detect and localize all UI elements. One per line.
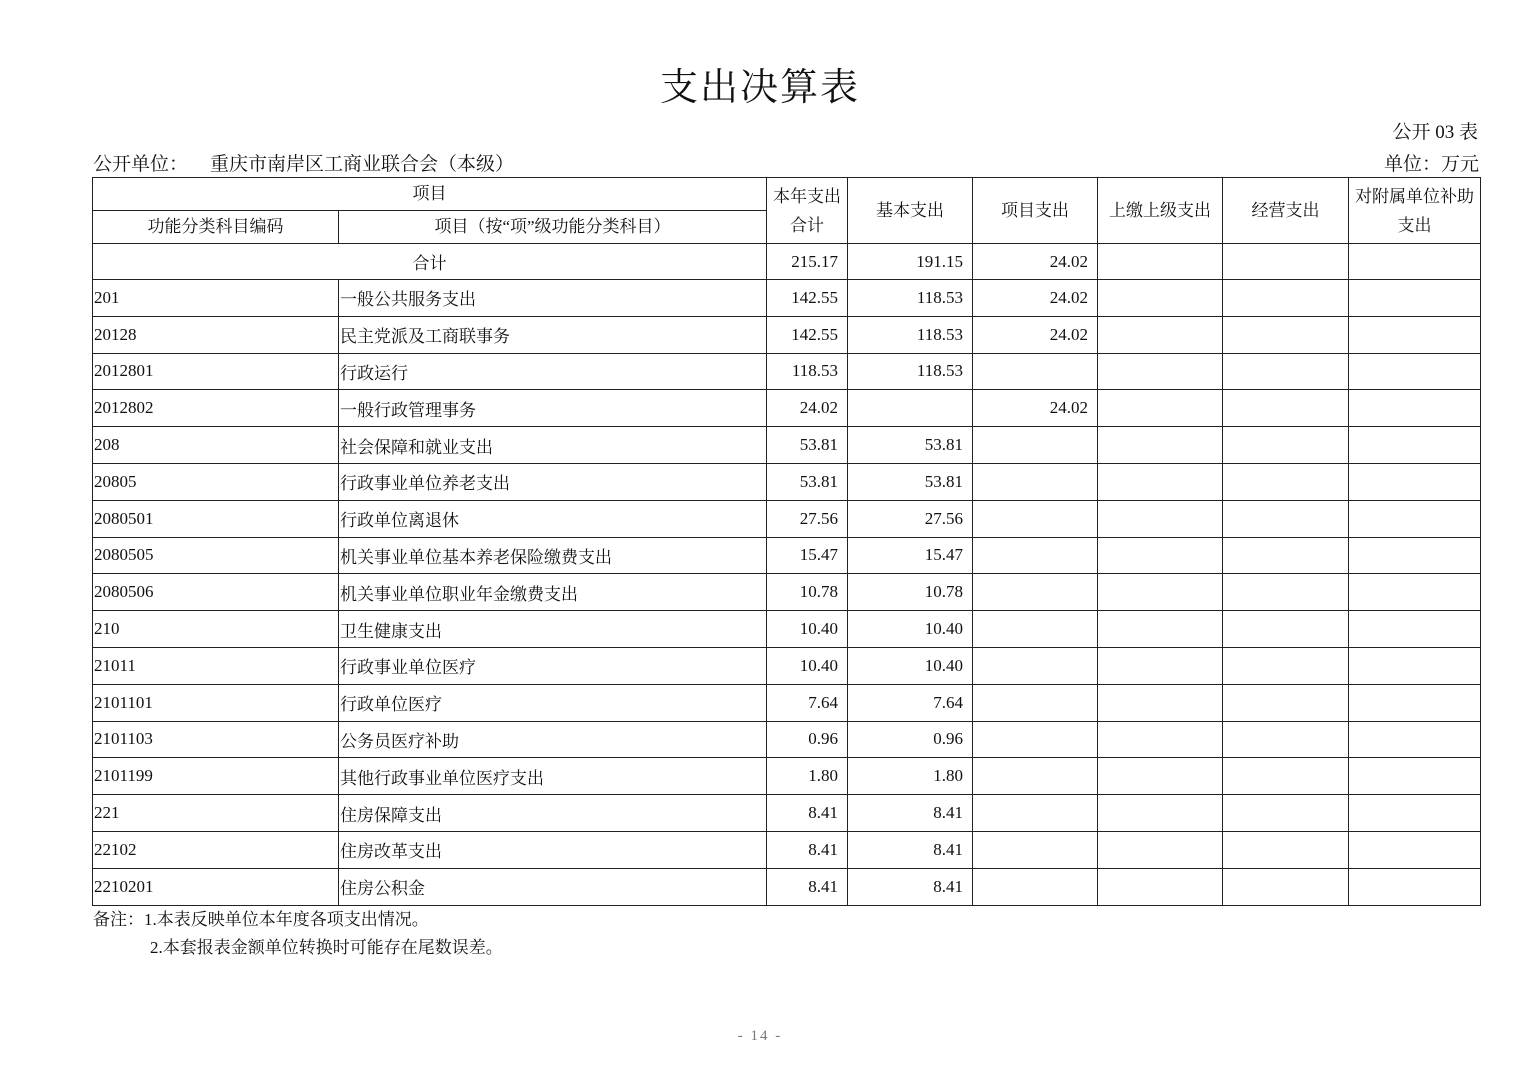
cell-basic: 8.41	[848, 795, 973, 832]
cell-total: 24.02	[767, 390, 848, 427]
cell-basic: 10.78	[848, 574, 973, 611]
cell-total: 8.41	[767, 795, 848, 832]
cell-upper-payment	[1098, 244, 1223, 280]
cell-subsidiary	[1349, 758, 1481, 795]
cell-total: 10.40	[767, 647, 848, 684]
header-project-expense: 项目支出	[973, 178, 1098, 244]
cell-code: 201	[93, 280, 339, 317]
reporting-unit	[93, 149, 514, 176]
cell-total: 8.41	[767, 831, 848, 868]
cell-business	[1223, 684, 1349, 721]
total-row	[93, 244, 1481, 280]
cell-basic: 8.41	[848, 868, 973, 905]
cell-project-expense	[973, 684, 1098, 721]
cell-code: 2210201	[93, 868, 339, 905]
cell-basic: 27.56	[848, 500, 973, 537]
cell-upper-payment	[1098, 574, 1223, 611]
header-code: 功能分类科目编码	[93, 211, 339, 244]
table-row	[93, 463, 1481, 500]
cell-project-expense: 24.02	[973, 244, 1098, 280]
cell-name: 其他行政事业单位医疗支出	[339, 758, 767, 795]
table-row	[93, 427, 1481, 464]
cell-project-expense	[973, 353, 1098, 390]
cell-total: 10.40	[767, 611, 848, 648]
cell-business	[1223, 500, 1349, 537]
table-row	[93, 647, 1481, 684]
cell-subsidiary	[1349, 427, 1481, 464]
cell-upper-payment	[1098, 721, 1223, 758]
cell-business	[1223, 647, 1349, 684]
cell-project-expense	[973, 574, 1098, 611]
table-row	[93, 500, 1481, 537]
cell-business	[1223, 537, 1349, 574]
cell-upper-payment	[1098, 647, 1223, 684]
table-row	[93, 574, 1481, 611]
cell-name: 一般行政管理事务	[339, 390, 767, 427]
cell-business	[1223, 831, 1349, 868]
cell-subsidiary	[1349, 463, 1481, 500]
header-upper-payment: 上缴上级支出	[1098, 178, 1223, 244]
cell-name: 民主党派及工商联事务	[339, 316, 767, 353]
table-row	[93, 831, 1481, 868]
cell-business	[1223, 316, 1349, 353]
cell-total: 142.55	[767, 280, 848, 317]
cell-subsidiary	[1349, 316, 1481, 353]
cell-subsidiary	[1349, 868, 1481, 905]
cell-business	[1223, 244, 1349, 280]
cell-total: 8.41	[767, 868, 848, 905]
note-line-1: 备注：1.本表反映单位本年度各项支出情况。	[93, 910, 429, 929]
cell-business	[1223, 280, 1349, 317]
cell-business	[1223, 611, 1349, 648]
cell-basic: 191.15	[848, 244, 973, 280]
cell-upper-payment	[1098, 463, 1223, 500]
cell-subsidiary	[1349, 244, 1481, 280]
cell-code: 2012801	[93, 353, 339, 390]
cell-subsidiary	[1349, 795, 1481, 832]
table-row	[93, 684, 1481, 721]
cell-business	[1223, 721, 1349, 758]
cell-upper-payment	[1098, 500, 1223, 537]
cell-upper-payment	[1098, 537, 1223, 574]
unit-label: 公开单位：	[93, 154, 189, 175]
cell-business	[1223, 574, 1349, 611]
cell-code: 2012802	[93, 390, 339, 427]
cell-basic: 0.96	[848, 721, 973, 758]
cell-name: 行政运行	[339, 353, 767, 390]
cell-name: 一般公共服务支出	[339, 280, 767, 317]
cell-total: 1.80	[767, 758, 848, 795]
table-row	[93, 795, 1481, 832]
cell-code: 2080501	[93, 500, 339, 537]
cell-name: 住房公积金	[339, 868, 767, 905]
expenditure-table	[92, 177, 1481, 906]
cell-total: 53.81	[767, 463, 848, 500]
cell-basic: 53.81	[848, 463, 973, 500]
cell-total: 10.78	[767, 574, 848, 611]
cell-code: 21011	[93, 647, 339, 684]
header-project: 项目	[93, 178, 767, 211]
cell-subsidiary	[1349, 500, 1481, 537]
cell-code: 2101101	[93, 684, 339, 721]
header-subsidiary: 对附属单位补助支出	[1349, 178, 1481, 244]
cell-name: 卫生健康支出	[339, 611, 767, 648]
cell-project-expense: 24.02	[973, 316, 1098, 353]
cell-total: 53.81	[767, 427, 848, 464]
table-row	[93, 611, 1481, 648]
table-row	[93, 280, 1481, 317]
page-number: - 14 -	[737, 1028, 783, 1044]
cell-upper-payment	[1098, 390, 1223, 427]
cell-project-expense	[973, 463, 1098, 500]
cell-project-expense	[973, 795, 1098, 832]
cell-upper-payment	[1098, 316, 1223, 353]
cell-project-expense	[973, 500, 1098, 537]
cell-basic: 118.53	[848, 280, 973, 317]
header-total: 本年支出合计	[767, 178, 848, 244]
cell-code: 208	[93, 427, 339, 464]
cell-project-expense	[973, 537, 1098, 574]
cell-subsidiary	[1349, 647, 1481, 684]
header-business: 经营支出	[1223, 178, 1349, 244]
cell-business	[1223, 353, 1349, 390]
cell-basic: 15.47	[848, 537, 973, 574]
cell-business	[1223, 463, 1349, 500]
cell-code: 20805	[93, 463, 339, 500]
cell-code: 210	[93, 611, 339, 648]
cell-name: 行政单位医疗	[339, 684, 767, 721]
cell-total: 118.53	[767, 353, 848, 390]
cell-project-expense	[973, 868, 1098, 905]
cell-name: 机关事业单位职业年金缴费支出	[339, 574, 767, 611]
cell-name: 机关事业单位基本养老保险缴费支出	[339, 537, 767, 574]
cell-total: 15.47	[767, 537, 848, 574]
cell-code: 221	[93, 795, 339, 832]
cell-basic: 10.40	[848, 647, 973, 684]
cell-subsidiary	[1349, 574, 1481, 611]
cell-total: 215.17	[767, 244, 848, 280]
cell-subsidiary	[1349, 353, 1481, 390]
table-row	[93, 537, 1481, 574]
unit-name: 重庆市南岸区工商业联合会（本级）	[210, 154, 515, 175]
cell-total: 27.56	[767, 500, 848, 537]
table-row	[93, 868, 1481, 905]
cell-project-expense	[973, 831, 1098, 868]
cell-business	[1223, 390, 1349, 427]
cell-total: 7.64	[767, 684, 848, 721]
cell-project-expense: 24.02	[973, 280, 1098, 317]
cell-code: 2101199	[93, 758, 339, 795]
cell-total: 0.96	[767, 721, 848, 758]
cell-project-expense	[973, 427, 1098, 464]
cell-basic: 8.41	[848, 831, 973, 868]
cell-business	[1223, 427, 1349, 464]
cell-subsidiary	[1349, 831, 1481, 868]
cell-basic: 118.53	[848, 353, 973, 390]
table-row	[93, 390, 1481, 427]
cell-upper-payment	[1098, 831, 1223, 868]
cell-code: 2080505	[93, 537, 339, 574]
cell-name: 社会保障和就业支出	[339, 427, 767, 464]
cell-upper-payment	[1098, 795, 1223, 832]
cell-upper-payment	[1098, 611, 1223, 648]
cell-code: 2080506	[93, 574, 339, 611]
cell-name: 行政事业单位养老支出	[339, 463, 767, 500]
cell-basic: 118.53	[848, 316, 973, 353]
cell-upper-payment	[1098, 427, 1223, 464]
cell-code: 22102	[93, 831, 339, 868]
cell-upper-payment	[1098, 868, 1223, 905]
cell-code: 2101103	[93, 721, 339, 758]
cell-project-expense	[973, 611, 1098, 648]
cell-upper-payment	[1098, 758, 1223, 795]
cell-basic: 1.80	[848, 758, 973, 795]
cell-basic: 10.40	[848, 611, 973, 648]
cell-basic: 7.64	[848, 684, 973, 721]
cell-subsidiary	[1349, 537, 1481, 574]
table-row	[93, 758, 1481, 795]
unit-info	[93, 149, 1479, 175]
money-unit: 单位：万元	[1383, 154, 1479, 175]
cell-business	[1223, 868, 1349, 905]
cell-name: 住房改革支出	[339, 831, 767, 868]
notes	[93, 906, 503, 962]
cell-name: 公务员医疗补助	[339, 721, 767, 758]
note-line-2: 2.本套报表金额单位转换时可能存在尾数误差。	[150, 938, 503, 957]
cell-subsidiary	[1349, 721, 1481, 758]
cell-name: 住房保障支出	[339, 795, 767, 832]
table-row	[93, 721, 1481, 758]
cell-total: 142.55	[767, 316, 848, 353]
cell-upper-payment	[1098, 684, 1223, 721]
table-row	[93, 353, 1481, 390]
cell-basic: 53.81	[848, 427, 973, 464]
cell-code: 20128	[93, 316, 339, 353]
cell-project-expense: 24.02	[973, 390, 1098, 427]
cell-project-expense	[973, 647, 1098, 684]
table-row	[93, 316, 1481, 353]
header-basic: 基本支出	[848, 178, 973, 244]
total-label: 合计	[93, 244, 767, 280]
cell-upper-payment	[1098, 353, 1223, 390]
header-item: 项目（按“项”级功能分类科目）	[339, 211, 767, 244]
cell-name: 行政单位离退休	[339, 500, 767, 537]
cell-subsidiary	[1349, 684, 1481, 721]
page-title: 支出决算表	[659, 67, 860, 109]
cell-upper-payment	[1098, 280, 1223, 317]
cell-subsidiary	[1349, 390, 1481, 427]
cell-subsidiary	[1349, 280, 1481, 317]
cell-name: 行政事业单位医疗	[339, 647, 767, 684]
cell-subsidiary	[1349, 611, 1481, 648]
cell-business	[1223, 795, 1349, 832]
cell-project-expense	[973, 721, 1098, 758]
cell-business	[1223, 758, 1349, 795]
cell-basic	[848, 390, 973, 427]
form-number: 公开 03 表	[1392, 122, 1478, 143]
cell-project-expense	[973, 758, 1098, 795]
